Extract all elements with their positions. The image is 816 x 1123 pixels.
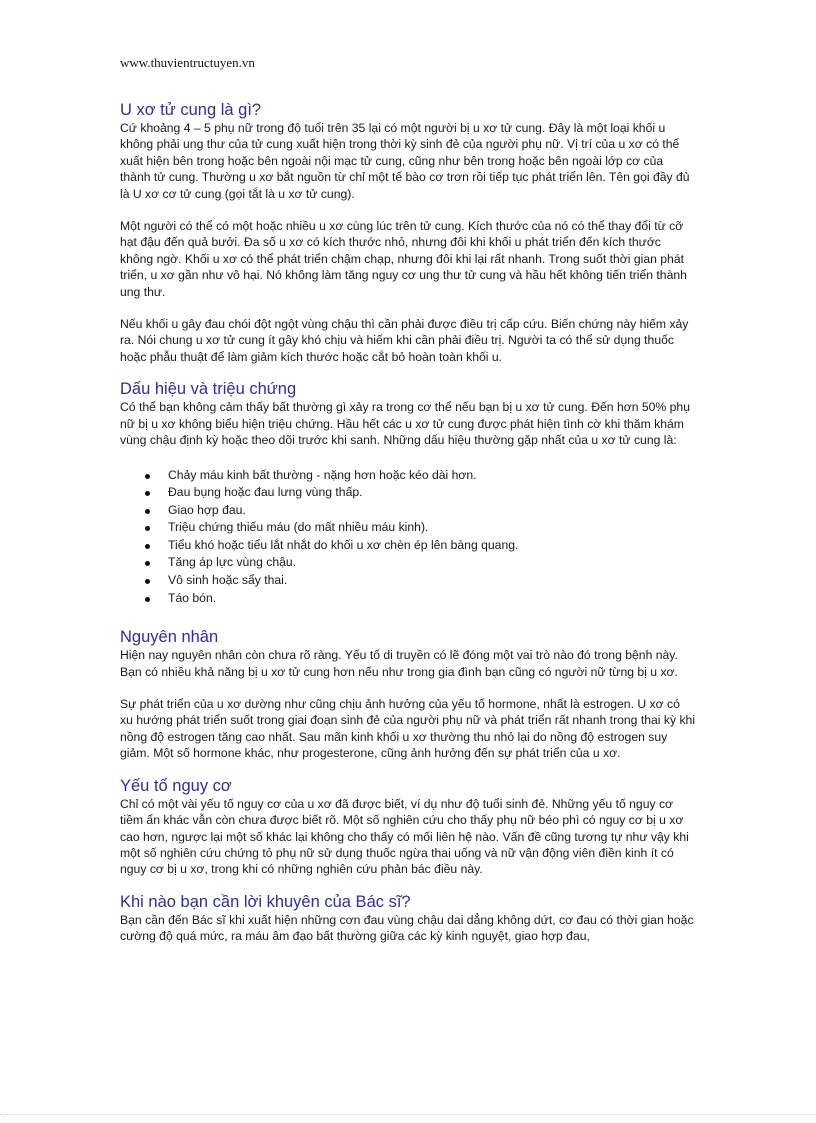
bullet-icon: [145, 597, 150, 602]
paragraph: Bạn cần đến Bác sĩ khi xuất hiện những cơn đau vùng chậu dai dẳng không dứt, cơ đau có thời gian hoặc cường độ quá mức, ra máu âm đạo bất thường giữa các kỳ kinh nguyệt, giao hợp đau,: [120, 912, 694, 944]
section-causes: [120, 627, 696, 761]
list-item: Triệu chứng thiếu máu (do mất nhiều máu kinh).: [120, 519, 696, 537]
article-body: [120, 100, 696, 945]
list-item: Giao hợp đau.: [120, 502, 696, 520]
section-title: Nguyên nhân: [120, 628, 219, 647]
list-item: Đau bụng hoặc đau lưng vùng thấp.: [120, 484, 696, 502]
bullet-icon: [145, 509, 150, 514]
list-item: Tiểu khó hoặc tiểu lắt nhắt do khối u xơ chèn ép lên bàng quang.: [120, 537, 696, 555]
bullet-icon: [145, 526, 150, 531]
section-title: U xơ tử cung là gì?: [120, 101, 262, 119]
list-item: Tăng áp lực vùng chậu.: [120, 554, 696, 572]
paragraph: Nếu khối u gây đau chói đột ngột vùng chậu thì cần phải được điều trị cấp cứu. Biến chứng này hiếm xảy ra. Nói chung u xơ tử cung ít gây khó chịu và hiếm khi cần phải điều trị. Người ta có thể sử dụng thuốc hoặc phẫu thuật để làm giảm kích thước hoặc cắt bỏ hoàn toàn khối u.: [120, 317, 689, 364]
paragraph: Chỉ có một vài yếu tố nguy cơ của u xơ đã được biết, ví dụ như độ tuổi sinh đẻ. Những yếu tố nguy cơ tiềm ẩn khác vẫn còn chưa được biết rõ. Một số nghiên cứu cho thấy phụ nữ béo phì có nguy cơ bị u xơ cao hơn, ngược lại một số khác lại không cho thấy có mối liên hệ nào. Vấn đề cũng tương tự như vậy khi một số nghiên cứu chứng tỏ phụ nữ sử dụng thuốc ngừa thai uống và nữ vận động viên điền kinh ít có nguy cơ bị u xơ, trong khi có những nghiên cứu phản bác điều này.: [120, 796, 689, 877]
section-risk-factors: [120, 776, 696, 878]
paragraph: Sự phát triển của u xơ dường như cũng chịu ảnh hưởng của yếu tố hormone, nhất là estrogen. U xơ có xu hướng phát triển suốt trong giai đoạn sinh đẻ của người phụ nữ và phát triển rất nhanh trong thai kỳ khi nồng độ estrogen tăng cao nhất. Sau mãn kinh khối u xơ thường thu nhỏ lại do nồng độ estrogen suy giảm. Một số hormone khác, như progesterone, cũng ảnh hưởng đến sự phát triển của u xơ.: [120, 697, 696, 761]
page-bottom-divider: [0, 1114, 816, 1115]
paragraph: Có thể bạn không cảm thấy bất thường gì xảy ra trong cơ thể nếu bạn bị u xơ tử cung. Đến hơn 50% phụ nữ bị u xơ không biểu hiện triệu chứng. Hầu hết các u xơ tử cung được phát hiện tình cờ khi thăm khám vùng chậu định kỳ hoặc theo dõi trước khi sanh. Những dấu hiệu thường gặp nhất của u xơ tử cung là:: [120, 400, 690, 448]
section-title: Dấu hiệu và triệu chứng: [120, 380, 297, 399]
symptom-list: [120, 467, 696, 608]
bullet-icon: [145, 561, 150, 566]
paragraph: Một người có thể có một hoặc nhiều u xơ cùng lúc trên tử cung. Kích thước của nó có thể thay đổi từ cỡ hạt đậu đến quả bưởi. Đa số u xơ có kích thước nhỏ, nhưng đôi khi khối u phát triển đến kích thước không ngờ. Khối u xơ có thể phát triển chậm chạp, nhưng đôi khi lại rất nhanh. Trong suốt thời gian phát triển, u xơ gần như vô hại. Nó không làm tăng nguy cơ ung thư tử cung và hầu hết không tiến triển thành ung thư.: [120, 219, 687, 299]
list-item: Táo bón.: [120, 590, 696, 608]
section-title: Yếu tố nguy cơ: [120, 776, 232, 795]
paragraph: Hiện nay nguyên nhân còn chưa rõ ràng. Yếu tố di truyền có lẽ đóng một vai trò nào đó trong bệnh này. Bạn có nhiều khả năng bị u xơ tử cung hơn nếu như trong gia đình bạn cũng có người nữ từng bị u xơ.: [120, 648, 678, 679]
section-symptoms: [120, 379, 696, 607]
source-url: www.thuvientructuyen.vn: [120, 55, 255, 70]
bullet-icon: [145, 544, 150, 549]
list-item: Vô sinh hoặc sẩy thai.: [120, 572, 696, 590]
section-when-to-see-doctor: [120, 892, 696, 945]
bullet-icon: [145, 579, 150, 584]
section-what-is: [120, 100, 696, 365]
list-item: Chảy máu kinh bất thường - nặng hơn hoặc kéo dài hơn.: [120, 467, 696, 485]
bullet-icon: [145, 474, 150, 479]
section-title: Khi nào bạn cần lời khuyên của Bác sĩ?: [120, 892, 411, 911]
paragraph: Cứ khoảng 4 – 5 phụ nữ trong độ tuổi trên 35 lại có một người bị u xơ tử cung. Đây là một loại khối u không phải ung thư của tử cung xuất hiện trong thời kỳ sinh đẻ của người phụ nữ. Vị trí của u xơ có thể xuất hiện bên trong hoặc bên ngoài nội mạc tử cung, cũng như bên trong hoặc bên ngoài lớp cơ của thành tử cung. Thường u xơ bắt nguồn từ chỉ một tế bào cơ trơn rồi tiếp tục phát triển lên. Tên gọi đầy đủ là U xơ cơ tử cung (gọi tắt là u xơ tử cung).: [120, 121, 690, 201]
bullet-icon: [145, 491, 150, 496]
